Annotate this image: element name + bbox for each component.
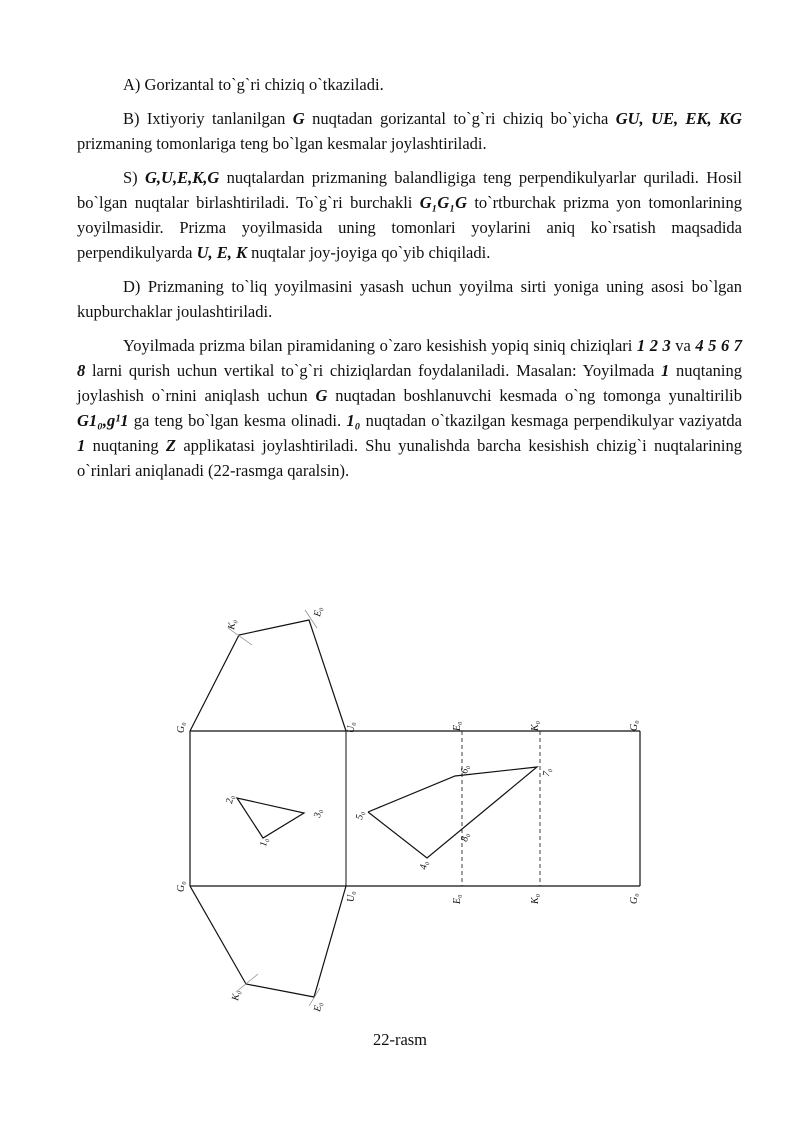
text-run-bold: GU, UE, EK, KG	[615, 109, 742, 128]
text-run: prizmaning tomonlariga teng bo`lgan kesmalar joylashtiriladi.	[77, 134, 487, 153]
text-run: nuqtadan o`tkazilgan kesmaga perpendikulyar vaziyatda	[360, 411, 742, 430]
label-point-1: 1₀	[258, 837, 271, 848]
paragraph-b	[77, 106, 742, 156]
label-u0-top: U₀	[346, 722, 357, 733]
text-run: nuqtadan gorizantal to`g`ri chiziq bo`yicha	[304, 109, 616, 128]
intersection-triangle-123	[237, 798, 304, 838]
text-run-bold: G₁G₁G	[419, 193, 467, 212]
label-point-5: 5₀	[354, 810, 367, 821]
text-run-bold: 1	[661, 361, 670, 380]
text-run: nuqtaning joylashish o`rnini aniqlash uchun	[77, 361, 742, 405]
text-run: to`rtburchak prizma yon tomonlarining yoyilmasidir. Prizma yoyilmasida uning tomonlari yoylarini aniq ko`rsatish maqsadida perpendikulyarda	[77, 193, 742, 262]
paragraph-a-text: A) Gorizantal to`g`ri chiziq o`tkaziladi.	[123, 75, 384, 94]
label-k0-top: K₀	[530, 720, 541, 731]
paragraph-d	[77, 274, 742, 324]
label-point-3: 3₀	[312, 808, 325, 819]
text-run-bold: 1	[77, 436, 86, 455]
label-k0-upper-polygon: K₀	[226, 618, 239, 631]
text-run-bold: 1 2 3	[636, 336, 671, 355]
label-u0-bottom: U₀	[346, 891, 357, 902]
label-g0-bottom-right: G₀	[629, 893, 640, 904]
figure-caption: 22-rasm	[372, 1030, 428, 1049]
label-g0-top: G₀	[176, 722, 187, 733]
text-run-bold: G	[292, 109, 305, 128]
paragraph-a	[77, 72, 742, 97]
text-run: nuqtadan boshlanuvchi kesmada o`ng tomonga yunaltirilib	[327, 386, 742, 405]
label-k0-lower-polygon: K₀	[230, 989, 243, 1002]
text-run: ga teng bo`lgan kesma olinadi.	[128, 411, 347, 430]
top-base-polygon	[190, 620, 346, 731]
text-run-bold: G	[315, 386, 328, 405]
text-run: Yoyilmada prizma bilan piramidaning o`zaro kesishish yopiq siniq chiziqlari	[123, 336, 637, 355]
text-run: nuqtalardan prizmaning balandligiga teng perpendikulyarlar quriladi. Hosil bo`lgan nuqtalar birlashtiriladi. To`g`ri burchakli	[77, 168, 742, 212]
label-e0-bottom: E₀	[452, 894, 463, 904]
label-e0-lower-polygon: E₀	[312, 1001, 325, 1013]
label-g0-bottom: G₀	[176, 881, 187, 892]
paragraph-y	[77, 333, 742, 483]
text-run-bold: 1₀	[346, 411, 361, 430]
label-point-2: 2₀	[224, 794, 237, 805]
text-run: B) Ixtiyoriy tanlanilgan	[123, 109, 293, 128]
label-g0-top-right: G₀	[629, 720, 640, 731]
label-point-6: 6₀	[459, 764, 472, 775]
paragraph-s	[77, 165, 742, 265]
text-run: va	[670, 336, 696, 355]
bottom-base-polygon	[190, 886, 346, 997]
text-run-bold: 4 5 6 7 8	[77, 336, 743, 380]
text-run: nuqtalar joy-joyiga qo`yib chiqiladi.	[247, 243, 491, 262]
label-e0-top: E₀	[452, 721, 463, 731]
label-k0-bottom: K₀	[530, 893, 541, 904]
text-run: applikatasi joylashtiriladi. Shu yunalishda barcha kesishish chizig`i nuqtalarining o`rinlari aniqlanadi (22-rasmga qaralsin).	[77, 436, 742, 480]
text-run: larni qurish uchun vertikal to`g`ri chiziqlardan foydalaniladi. Masalan: Yoyilmada	[85, 361, 662, 380]
text-body	[77, 72, 742, 492]
prism-development-drawing	[160, 595, 660, 1020]
text-run: nuqtaning	[85, 436, 166, 455]
label-point-7: 7₀	[541, 767, 554, 778]
intersection-polyline-45678	[368, 767, 537, 858]
text-run-bold: G1₀,g¹1	[77, 411, 129, 430]
text-run: S)	[123, 168, 145, 187]
text-run-bold: Z	[165, 436, 177, 455]
text-run-bold: U, E, K	[196, 243, 248, 262]
label-point-8: 8₀	[459, 832, 472, 843]
label-point-4: 4₀	[418, 860, 431, 871]
label-e0-upper-polygon: E₀	[312, 606, 325, 618]
construction-arc-mark	[236, 974, 258, 992]
paragraph-d-text: D) Prizmaning to`liq yoyilmasini yasash uchun yoyilma sirti yoniga uning asosi bo`lgan kupburchaklar joulashtiriladi.	[77, 277, 742, 321]
text-run-bold: G,U,E,K,G	[145, 168, 220, 187]
